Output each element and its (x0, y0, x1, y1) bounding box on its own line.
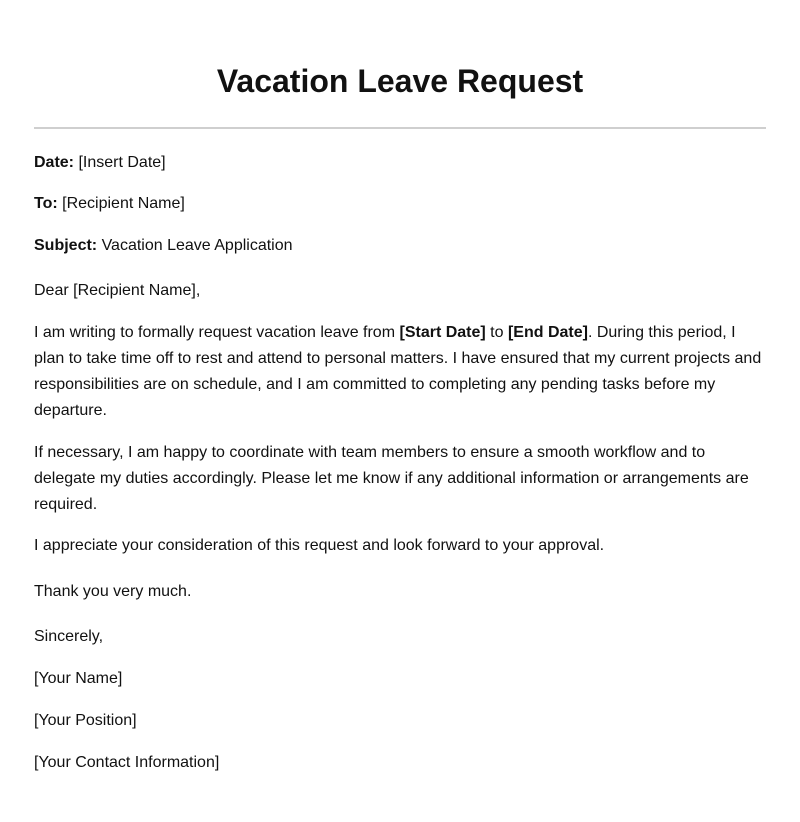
subject-field (34, 233, 766, 259)
subject-label: Subject: (34, 237, 98, 254)
date-field (34, 150, 766, 176)
to-value: [Recipient Name] (57, 195, 185, 212)
appreciation-paragraph: I appreciate your consideration of this request and look forward to your approval. (34, 537, 605, 554)
subject-value: Vacation Leave Application (97, 237, 293, 254)
request-text-rest: . During this period, I plan to take time off to rest and attend to personal matters. I have ensured that my current projects and responsibilities are on schedule, and I am committed to completing any pending tasks before my departure. (34, 324, 762, 419)
request-text-intro: I am writing to formally request vacation leave from (34, 324, 400, 341)
request-paragraph (34, 320, 766, 424)
title-divider (34, 127, 766, 129)
closing-line: Sincerely, (34, 628, 104, 645)
signature-position: [Your Position] (34, 712, 137, 729)
request-text-to: to (485, 324, 508, 341)
date-label: Date: (34, 154, 75, 171)
start-date-placeholder: [Start Date] (399, 324, 486, 341)
date-value: [Insert Date] (74, 154, 166, 171)
to-label: To: (34, 195, 58, 212)
signature-contact: [Your Contact Information] (34, 754, 220, 771)
coordination-paragraph: If necessary, I am happy to coordinate with team members to ensure a smooth workflow and to delegate my duties accordingly. Please let me know if any additional information or arrangements are required. (34, 444, 749, 513)
document-title: Vacation Leave Request (216, 63, 584, 99)
greeting: Dear [Recipient Name], (34, 282, 201, 299)
to-field (34, 191, 766, 217)
thanks-line: Thank you very much. (34, 583, 192, 600)
signature-name: [Your Name] (34, 670, 123, 687)
end-date-placeholder: [End Date] (507, 324, 588, 341)
